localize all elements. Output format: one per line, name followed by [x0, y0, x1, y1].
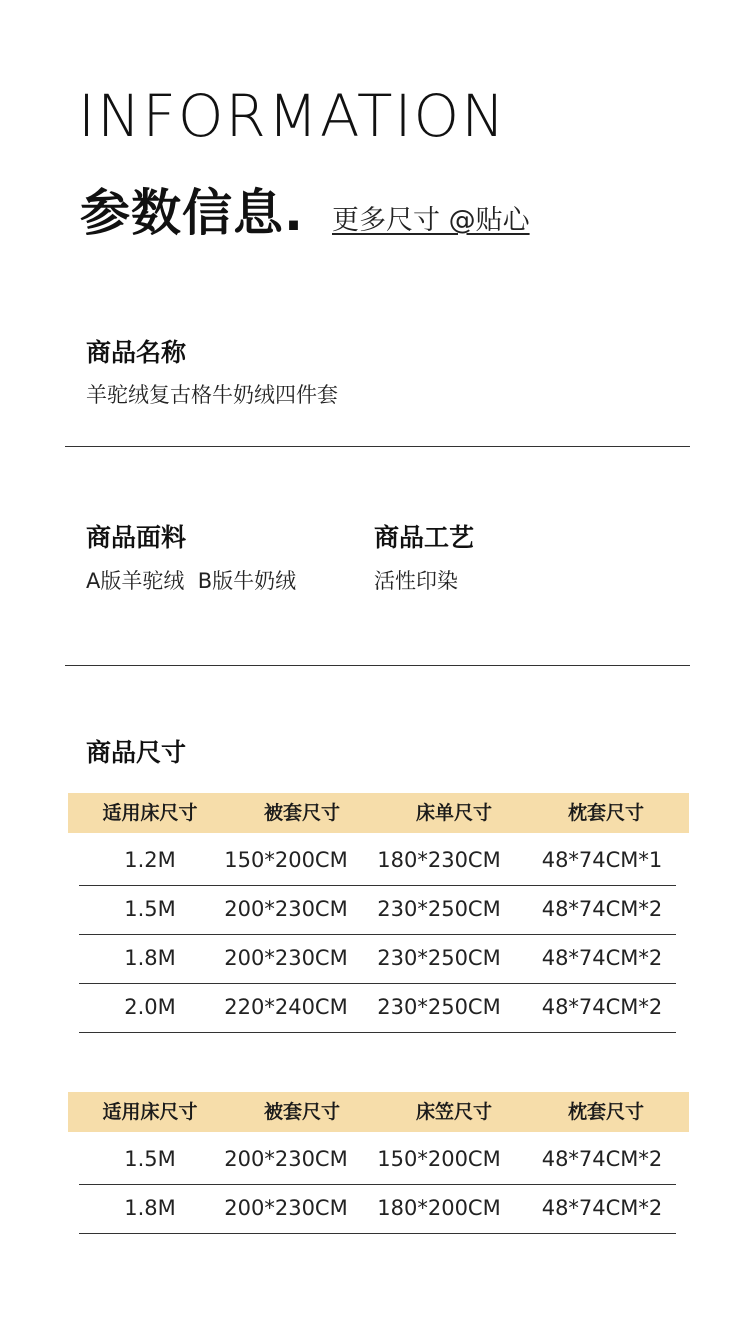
fabric-label: 商品面料: [86, 523, 187, 552]
product-name-label: 商品名称: [86, 338, 187, 367]
more-sizes-link[interactable]: 更多尺寸 @贴心: [332, 205, 530, 236]
table-cell: 1.2M: [124, 848, 176, 872]
table-header-cell: 被套尺寸: [263, 1101, 340, 1123]
brand-heading: INFORMATION: [78, 82, 507, 150]
table-header-cell: 床笠尺寸: [415, 1101, 492, 1123]
table-cell: 150*200CM: [224, 848, 348, 872]
table-cell: 200*230CM: [224, 946, 348, 970]
page-title: 参数信息.: [80, 184, 304, 242]
table-cell: 1.5M: [124, 1147, 176, 1171]
table-cell: 230*250CM: [377, 897, 501, 921]
table-header-cell: 适用床尺寸: [102, 802, 198, 824]
table-row: [79, 885, 676, 935]
table-cell: 48*74CM*2: [541, 1196, 663, 1220]
table-cell: 220*240CM: [224, 995, 348, 1019]
table-cell: 48*74CM*2: [541, 995, 663, 1019]
table-row: [79, 983, 676, 1033]
table-cell: 48*74CM*2: [541, 1147, 663, 1171]
table-header-cell: 枕套尺寸: [567, 802, 644, 824]
table-cell: 180*200CM: [377, 1196, 501, 1220]
divider: [65, 665, 690, 666]
table-row: [79, 836, 676, 886]
table-cell: 1.8M: [124, 946, 176, 970]
craft-value: 活性印染: [374, 569, 458, 593]
fabric-value: A版羊驼绒 B版牛奶绒: [86, 569, 297, 593]
table-cell: 230*250CM: [377, 995, 501, 1019]
table-row: [79, 1135, 676, 1185]
table-cell: 1.8M: [124, 1196, 176, 1220]
table-header-cell: 枕套尺寸: [567, 1101, 644, 1123]
table-cell: 1.5M: [124, 897, 176, 921]
craft-label: 商品工艺: [374, 523, 475, 552]
table-cell: 48*74CM*2: [541, 897, 663, 921]
table-cell: 150*200CM: [377, 1147, 501, 1171]
table-cell: 48*74CM*1: [541, 848, 663, 872]
table-row: [79, 934, 676, 984]
table-cell: 200*230CM: [224, 1196, 348, 1220]
table-cell: 200*230CM: [224, 897, 348, 921]
table-row: [79, 1184, 676, 1234]
size-section-label: 商品尺寸: [86, 738, 187, 767]
table-header-cell: 适用床尺寸: [102, 1101, 198, 1123]
table-cell: 230*250CM: [377, 946, 501, 970]
product-name-value: 羊驼绒复古格牛奶绒四件套: [86, 383, 338, 407]
table-cell: 2.0M: [124, 995, 176, 1019]
size-table-header: [68, 1092, 689, 1132]
divider: [65, 446, 690, 447]
table-header-cell: 被套尺寸: [263, 802, 340, 824]
table-cell: 180*230CM: [377, 848, 501, 872]
table-cell: 48*74CM*2: [541, 946, 663, 970]
size-table-header: [68, 793, 689, 833]
table-header-cell: 床单尺寸: [415, 802, 492, 824]
table-cell: 200*230CM: [224, 1147, 348, 1171]
